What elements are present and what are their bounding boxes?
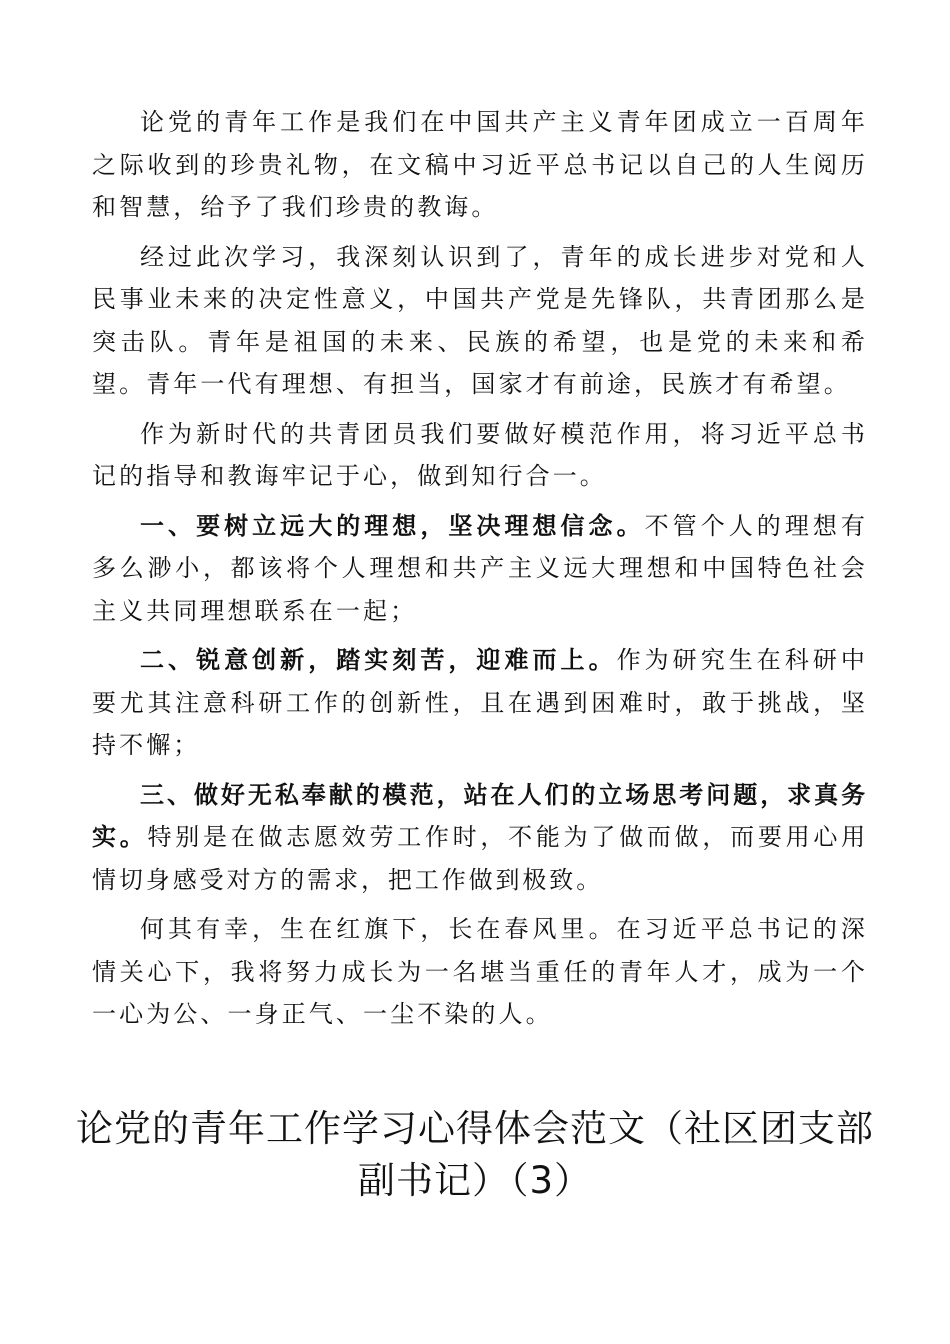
- point-heading: 三、做好无私奉献的模范，站在人们的立场思考问题，求真务实。: [92, 779, 868, 851]
- paragraph-point-one: [92, 505, 868, 633]
- paragraph-text: 特别是在做志愿效劳工作时，不能为了做而做，而要用心用情切身感受对方的需求，把工作做到极致。: [92, 823, 868, 894]
- paragraph-text: 论党的青年工作是我们在中国共产主义青年团成立一百周年之际收到的珍贵礼物，在文稿中习近平总书记以自己的人生阅历和智慧，给予了我们珍贵的教诲。: [92, 108, 868, 221]
- paragraph-text: 作为新时代的共青团员我们要做好模范作用，将习近平总书记的指导和教诲牢记于心，做到知行合一。: [92, 419, 868, 490]
- next-article-title: 论党的青年工作学习心得体会范文（社区团支部副书记）（3）: [76, 1107, 874, 1202]
- point-heading: 二、锐意创新，踏实刻苦，迎难而上。: [140, 645, 617, 674]
- paragraph-text: 不管个人的理想有多么渺小，都该将个人理想和共产主义远大理想和中国特色社会主义共同理想联系在一起；: [92, 511, 868, 625]
- paragraph-text: 何其有幸，生在红旗下，长在春风里。在习近平总书记的深情关心下，我将努力成长为一名堪当重任的青年人才，成为一个一心为公、一身正气、一尘不染的人。: [92, 915, 868, 1028]
- paragraph-text: 作为研究生在科研中要尤其注意科研工作的创新性，且在遇到困难时，敢于挑战，坚持不懈；: [92, 646, 868, 759]
- paragraph-point-two: [92, 639, 868, 767]
- point-heading: 一、要树立远大的理想，坚决理想信念。: [140, 510, 645, 540]
- paragraph-conclusion: [92, 908, 868, 1036]
- paragraph-point-three: [92, 774, 868, 902]
- article-body: [92, 101, 868, 1043]
- paragraph-understanding: [92, 236, 868, 406]
- paragraph-text: 经过此次学习，我深刻认识到了，青年的成长进步对党和人民事业未来的决定性意义，中国共产党是先锋队，共青团那么是突击队。青年是祖国的未来、民族的希望，也是党的未来和希望。青年一代有理想、有担当，国家才有前途，民族才有希望。: [92, 242, 868, 398]
- paragraph-intro: [92, 101, 868, 229]
- paragraph-commitment: [92, 413, 868, 498]
